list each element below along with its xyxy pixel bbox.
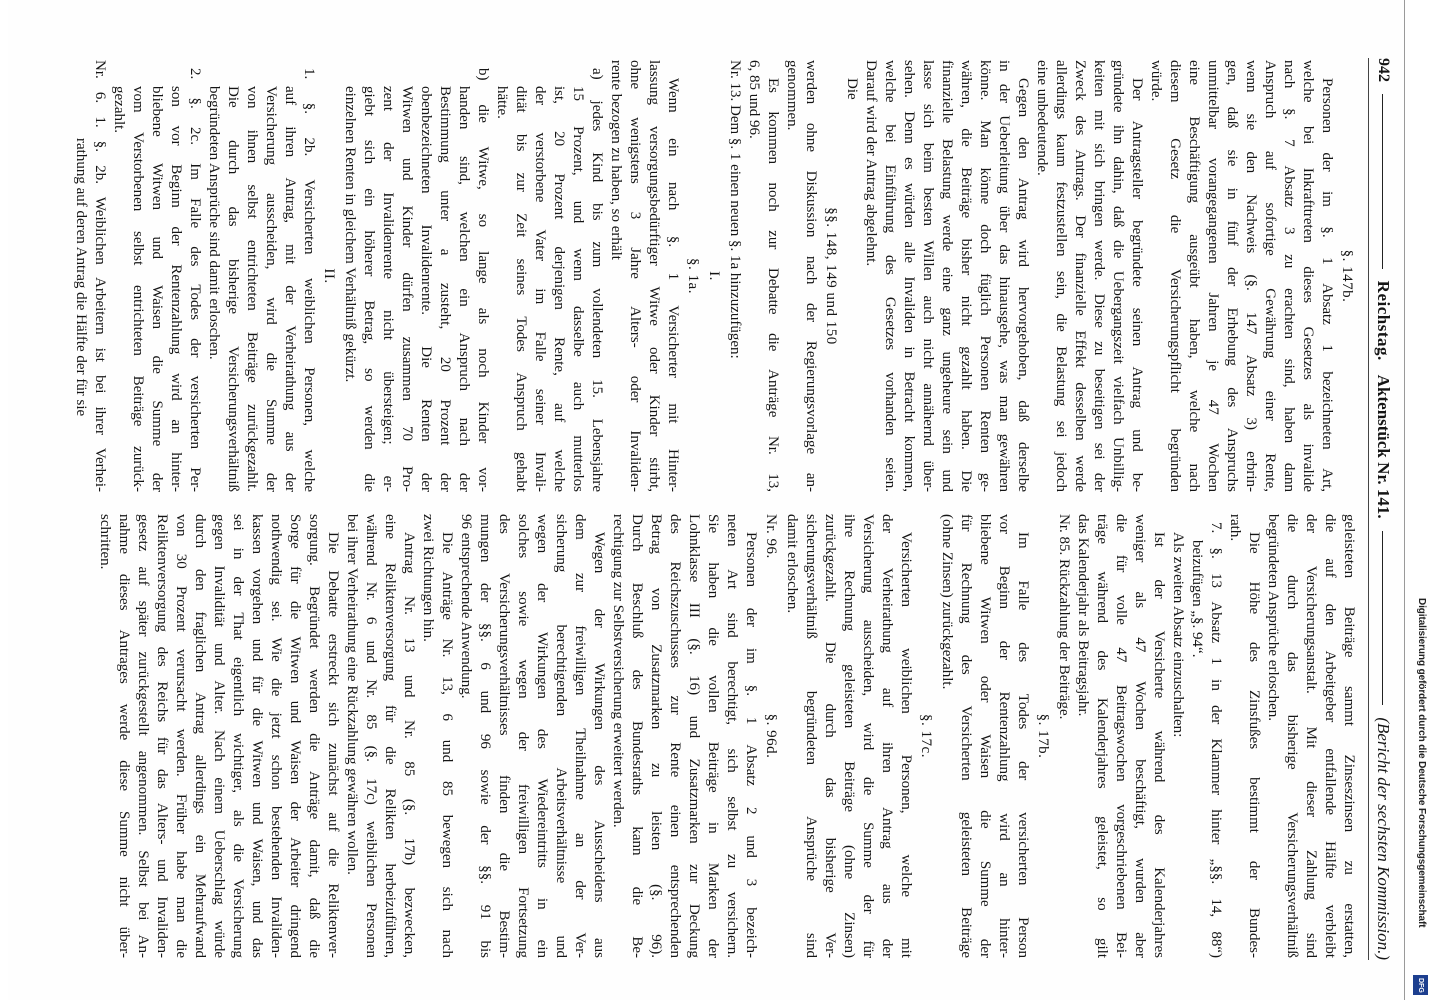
- text-line: Anspruch auf sofortige Gewährung einer Rente,: [1262, 60, 1278, 492]
- text-line: keiten mit sich bringen werde. Diese zu beseitigen sei der: [1091, 60, 1107, 492]
- text-line: Lohnklasse III (§. 16) und Zusatzmarken zur Deckung: [686, 514, 702, 958]
- digitization-credit: Digitalisierung gefördert durch die Deutsche Forschungsgemeinschaft: [1416, 598, 1427, 928]
- text-line: Ist der Versicherte während des Kalenderjahres: [1151, 532, 1167, 958]
- text-line: handen sind, welchen ein Anspruch nach der: [456, 86, 472, 492]
- section-heading: §. 17c.: [918, 714, 934, 758]
- text-line: nach §. 7 Absatz 3 zu erachten sind, haben dann: [1281, 60, 1297, 492]
- section-heading: II.: [321, 268, 337, 284]
- text-line: neten Art sind berechtigt, sich selbst zu versichern.: [724, 514, 740, 958]
- text-line: wegen der Wirkungen des Wiedereintritts in ein: [534, 514, 550, 958]
- text-line: bliebene Witwen und Waisen die Summe der: [149, 86, 165, 492]
- text-line: gründete ihn dahin, daß die Uebergangszeit vielfach Unbillig-: [1110, 60, 1126, 492]
- text-line: Betrag von Zusatzmarken zu leisten (§. 96).: [648, 514, 664, 958]
- text-line: der Verheirathung auf ihren Antrag aus der: [879, 514, 895, 958]
- text-line: son vor Beginn der Rentenzahlung wird an hinter-: [168, 86, 184, 492]
- text-line: 15 Prozent, und wenn dasselbe auch mutterlos: [570, 86, 586, 492]
- text-line: des Reichszuschusses zur Rente einen entsprechenden: [667, 514, 683, 958]
- text-line: Antrag Nr. 13 und Nr. 85 (§. 17b) bezwecken,: [401, 532, 417, 958]
- text-line: lassung versorgungsbedürftiger Witwe oder Kinder stirbt,: [646, 60, 662, 492]
- text-line: Versicherten weiblichen Personen, welche mit: [898, 532, 914, 958]
- text-line: 1. §. 2b. Versicherten weiblichen Personen, welche: [301, 68, 317, 492]
- text-line: sehen. Denn es würden alle Invaliden in Betracht kommen,: [901, 60, 917, 492]
- text-line: sei in der That eigentlich wichtiger, als die Versicherung: [230, 514, 246, 958]
- text-line: könne. Man könne doch füglich Personen Renten ge-: [977, 60, 993, 492]
- text-line: finanzielle Belastung werde eine ganz ungeheure sein und: [939, 60, 955, 492]
- text-line: Personen der im §. 1 Absatz 2 und 3 bezeich-: [743, 532, 759, 958]
- text-line: des Versicherungsverhältnisses finden die Bestim-: [496, 514, 512, 958]
- text-line: bei ihrer Verheirathung eine Rückzahlung gewähren wollen.: [344, 514, 360, 875]
- text-line: damit erloschen.: [784, 514, 800, 614]
- section-heading: §§. 148, 149 und 150: [823, 207, 839, 345]
- text-line: weniger als 47 Wochen beschäftigt, wurden aber: [1132, 514, 1148, 958]
- text-line: zwei Richtungen hin.: [420, 514, 436, 642]
- text-line: kassen vorgehen und für die Witwen und Waisen, und das: [249, 514, 265, 958]
- text-line: einzelnen Renten in gleichem Verhältniß gekürzt.: [342, 86, 358, 383]
- text-line: Wenn ein nach §. 1 Versicherter mit Hinter-: [665, 78, 681, 492]
- text-line: Die Höhe des Zinsfußes bestimmt der Bundes-: [1246, 532, 1262, 958]
- text-line: 6, 85 und 96.: [746, 60, 762, 139]
- left-column: [71, 60, 1358, 492]
- text-line: Bestimmung unter a zusteht, 20 Prozent der: [437, 86, 453, 492]
- text-line: Nr. 6. 1. §. 2b. Weiblichen Arbeitern ist bei ihrer Verhei-: [92, 60, 108, 492]
- section-label: Nr. 96.: [763, 514, 779, 559]
- section-heading: I.: [706, 271, 722, 281]
- text-line: Als zweiten Absatz einzuschalten:: [1170, 532, 1186, 738]
- text-line: zurückgezahlt. Die durch das bisherige Ver-: [822, 514, 838, 958]
- text-line: mungen der §§. 6 und 96 sowie der §§. 91 bis: [477, 514, 493, 958]
- text-line: die auf den Arbeitgeber entfallende Hälfte verbleibt: [1322, 514, 1338, 958]
- section-heading: §. 1a.: [685, 258, 701, 294]
- text-line: Gegen den Antrag wird hervorgehoben, daß derselbe: [1015, 78, 1031, 492]
- text-line: diesem Gesetz die Versicherungspflicht begründen: [1167, 60, 1183, 492]
- text-line: 2. §. 2c. Im Falle des Todes der versicherten Per-: [187, 68, 203, 492]
- text-line: die für volle 47 Beitragswochen vorgeschriebenen Bei-: [1113, 514, 1129, 958]
- text-line: begründeten Ansprüche erloschen.: [1265, 514, 1281, 722]
- text-line: Personen der im §. 1 Absatz 1 bezeichneten Art,: [1319, 78, 1335, 492]
- text-line: unmittelbar vorangegangenen Jahren je 47 Wochen: [1205, 60, 1221, 492]
- page-number: 942: [1375, 58, 1392, 82]
- dfg-logo: DFG: [1413, 975, 1428, 995]
- text-line: 7. §. 13 Absatz 1 in der Klammer hinter „§§. 14, 88“): [1208, 522, 1224, 958]
- text-line: sicherungsverhältniß begründeten Ansprüche sind: [803, 514, 819, 958]
- header-title: Reichstag.: [1374, 280, 1393, 361]
- text-line: (ohne Zinsen) zurückgezahlt.: [939, 514, 955, 690]
- text-line: begründeten Ansprüche sind damit erloschen.: [206, 86, 222, 360]
- text-line: träge während des Kalenderjahres geleistet, so gilt: [1094, 514, 1110, 958]
- text-line: solches sowie wegen der freiwilligen Fortsetzung: [515, 514, 531, 958]
- text-line: Darauf wird der Antrag abgelehnt.: [863, 60, 879, 267]
- text-line: Nr. 85. Rückzahlung der Beiträge.: [1056, 514, 1072, 720]
- text-line: a) jedes Kind bis zum vollendeten 15. Lebensjahre: [589, 68, 605, 492]
- text-line: dem zur freiwilligen Theilnahme an der Ver-: [572, 514, 588, 958]
- text-line: obenbezeichneten Invalidenrente. Die Renten der: [418, 86, 434, 492]
- text-line: Es kommen noch zur Debatte die Anträge Nr. 13,: [765, 78, 781, 492]
- section-heading: §. 147b.: [1339, 249, 1355, 303]
- text-line: Sorge für die Witwen und Waisen der Arbeiter dringend: [287, 514, 303, 958]
- text-line: 96 entsprechende Anwendung.: [458, 514, 474, 699]
- text-line: beizufügen „§. 94“.: [1189, 540, 1205, 658]
- text-line: rathung auf deren Antrag die Hälfte der für sie: [73, 138, 89, 417]
- header-subtitle: (Bericht der sechsten Kommission.): [1374, 717, 1393, 960]
- text-line: Versicherung ausscheiden, wird die Summe der: [263, 86, 279, 492]
- text-line: sorgung. Begründet werden die Anträge damit, daß die: [306, 514, 322, 958]
- text-line: nahme dieses Antrages werde diese Summe nicht über-: [116, 514, 132, 958]
- text-line: ihre Rechnung geleisteten Beiträge (ohne Zinsen): [841, 514, 857, 958]
- text-line: geleisteten Beiträge sammt Zinseszinsen zu erstatten,: [1341, 514, 1357, 958]
- text-line: zent der Invalidenrente nicht übersteigen; er-: [380, 86, 396, 492]
- text-line: Der Antragsteller begründete seinen Antrag und be-: [1129, 78, 1145, 492]
- text-line: schritten.: [97, 514, 113, 570]
- text-line: währen, die Beiträge bisher nicht gezahlt haben. Die: [958, 60, 974, 492]
- text-line: Reliktenversorgung des Reichs für das Alters- und Invaliden-: [154, 514, 170, 958]
- text-line: der verstorbene Vater im Falle seiner Invali-: [532, 86, 548, 492]
- text-line: sicherung berechtigenden Arbeitsverhältnisse und: [553, 514, 569, 958]
- document-page: [8, 0, 1400, 1000]
- text-line: gen, daß sie in fünf der Erhebung des Anspruchs: [1224, 60, 1240, 492]
- text-line: von 30 Prozent verursacht werden. Früher habe man die: [173, 514, 189, 958]
- text-line: rath.: [1227, 514, 1243, 542]
- text-line: Sie haben die vollen Beiträge in Marken der: [705, 514, 721, 958]
- text-line: Die Anträge Nr. 13, 6 und 85 bewegen sich nach: [439, 532, 455, 958]
- text-line: dität bis zur Zeit seines Todes Anspruch gehabt: [513, 86, 529, 492]
- text-line: gezahlt.: [111, 86, 127, 134]
- text-line: die durch das bisherige Versicherungsverhältniß: [1284, 514, 1300, 958]
- text-line: das Kalenderjahr als Beitragsjahr.: [1075, 514, 1091, 717]
- text-line: rechtigung zur Selbstversicherung erweitert werden.: [610, 514, 626, 828]
- text-line: giebt sich ein höherer Betrag, so werden die: [361, 86, 377, 492]
- text-line: durch den fraglichen Antrag allerdings ein Mehraufwand: [192, 514, 208, 958]
- text-line: Die durch das bisherige Versicherungsverhältniß: [225, 86, 241, 492]
- text-line: gegen Invalidität und Alter. Nach einem Ueberschlag würde: [211, 514, 227, 958]
- text-line: bliebene Witwen oder Waisen die Summe der: [977, 514, 993, 958]
- text-line: Nr. 13. Dem §. 1 einen neuen §. 1a hinzuzufügen:: [727, 60, 743, 359]
- section-heading-row: [761, 514, 780, 958]
- header-rule: [1383, 94, 1384, 269]
- text-line: von ihnen selbst entrichteten Beiträge zurückgezahlt.: [244, 86, 260, 492]
- text-line: während Nr. 6 und Nr. 85 (§. 17c) weiblichen Personen: [363, 514, 379, 958]
- header-underline: [1368, 58, 1369, 960]
- text-line: vor Beginn der Rentenzahlung wird an hinter-: [996, 514, 1012, 958]
- text-line: vom Verstorbenen selbst entrichteten Beiträge zurück-: [130, 86, 146, 492]
- text-line: welche bei Inkrafttreten dieses Gesetzes als invalide: [1300, 60, 1316, 492]
- section-heading: §. 17b.: [1035, 713, 1051, 759]
- text-line: eine Reliktenversorgung für die Relikten herbeizuführen,: [382, 514, 398, 958]
- text-line: ist, 20 Prozent derjenigen Rente, auf welche: [551, 86, 567, 492]
- text-line: der Versicherungsanstalt. Mit dieser Zahlung sind: [1303, 514, 1319, 958]
- text-line: Witwen und Kinder dürfen zusammen 70 Pro-: [399, 86, 415, 492]
- text-line: Im Falle des Todes der versicherten Person: [1015, 532, 1031, 958]
- text-line: Wegen der Wirkungen des Ausscheidens aus: [591, 532, 607, 958]
- text-line: genommen.: [784, 60, 800, 131]
- text-line: b) die Witwe, so lange als noch Kinder vor-: [475, 68, 491, 492]
- text-line: welche bei Einführung des Gesetzes vorhanden seien.: [882, 60, 898, 492]
- text-line: ohne wenigstens 3 Jahre Alters- oder Invaliden-: [627, 60, 643, 492]
- text-line: Die Debatte erstreckt sich zunächst auf die Reliktenver-: [325, 532, 341, 958]
- text-line: lasse sich beim besten Willen auch nicht annähernd über-: [920, 60, 936, 492]
- text-line: eine unbedeutende.: [1034, 60, 1050, 176]
- text-line: Versicherung ausscheiden, wird die Summe der für: [860, 514, 876, 958]
- text-line: Zweck des Antrags. Der finanzielle Effekt desselben werde: [1072, 60, 1088, 492]
- text-line: Durch Beschluß des Bundesraths kann die Be-: [629, 514, 645, 958]
- text-line: Die: [844, 78, 860, 100]
- text-line: für Rechnung des Versicherten geleisteten Beiträge: [958, 514, 974, 958]
- page-header: [1371, 58, 1395, 960]
- text-line: rente bezogen zu haben, so erhält: [608, 60, 624, 260]
- text-line: werden ohne Diskussion nach der Regierungsvorlage an-: [803, 60, 819, 492]
- header-document-number: Aktenstück Nr. 141.: [1374, 374, 1393, 519]
- text-line: in der Ueberleitung über das hinausgehe, was man gewähren: [996, 60, 1012, 492]
- section-heading: §. 96d.: [763, 713, 779, 759]
- text-line: auf ihren Antrag, mit der Verheirathung aus der: [282, 86, 298, 492]
- text-line: wenn sie den Nachweis (§. 147 Absatz 3) erbrin-: [1243, 60, 1259, 492]
- header-rule: [1383, 531, 1384, 706]
- right-column: [95, 514, 1358, 958]
- text-line: würde.: [1148, 60, 1164, 102]
- text-line: gesetz auf später zurückgestellt angenommen. Selbst bei An-: [135, 514, 151, 958]
- text-line: nothwendig sei. Wie die jetzt schon bestehenden Invaliden-: [268, 514, 284, 958]
- text-line: allerdings kaum festzustellen sein, die Belastung sei jedoch: [1053, 60, 1069, 492]
- text-line: eine Beschäftigung ausgeübt haben, welche nach: [1186, 60, 1202, 492]
- text-line: hätte.: [494, 86, 510, 119]
